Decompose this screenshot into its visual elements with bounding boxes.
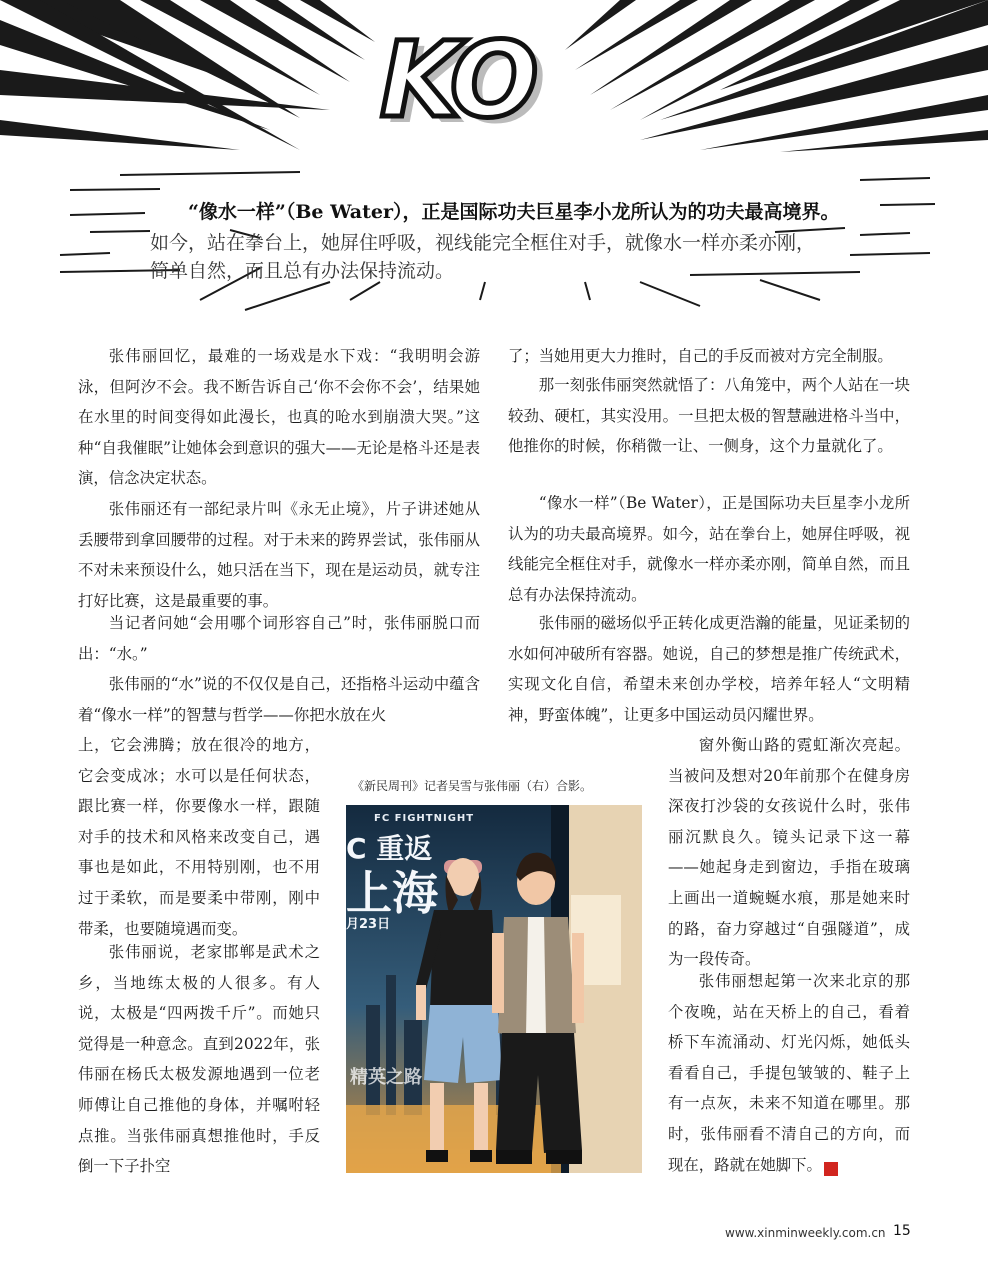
photo-caption: 《新民周刊》记者吴雪与张伟丽（右）合影。 — [352, 779, 593, 793]
left-paragraph-3: 当记者问她“会用哪个词形容自己”时，张伟丽脱口而出：“水。” — [78, 614, 480, 663]
lead-line-2: 如今，站在拳台上，她屏住呼吸，视线能完全框住对手，就像水一样亦柔亦刚， — [150, 232, 816, 254]
poster-heading-2: 上海 — [346, 866, 438, 920]
footer-url: www.xinminweekly.com.cn — [725, 1226, 886, 1240]
left-paragraph-4: 张伟丽的“水”说的不仅仅是自己，还指格斗运动中蕴含着“像水一样”的智慧与哲学——你把水放在火 — [78, 675, 480, 724]
right-paragraph-6 — [668, 966, 910, 1180]
right-paragraph-4: 张伟丽的磁场似乎正转化成更浩瀚的能量，见证柔韧的水如何冲破所有容器。她说，自己的梦想是推广传统武术，实现文化自信，希望未来创办学校，培养年轻人“文明精神，野蛮体魄”，让更多中国运动员闪耀世界。 — [508, 614, 910, 724]
left-paragraph-4-continued: 上，它会沸腾；放在很冷的地方，它会变成冰；水可以是任何状态，跟比赛一样，你要像水一样，跟随对手的技术和风格来改变自己，遇事也是如此，不用特别刚，也不用过于柔软，而是要柔中带刚，刚中带柔，也要随境遇而变。 — [78, 736, 320, 938]
end-mark-icon: 民 — [824, 1162, 838, 1176]
poster-heading-1: C 重返 — [346, 832, 433, 865]
left-paragraph-5: 张伟丽说，老家邯郸是武术之乡，当地练太极的人很多。有人说，太极是“四两拨千斤”。而她只觉得是一种意念。直到2022年，张伟丽在杨氏太极发源地遇到一位老师傅让自己推他的身体，并嘱咐轻点推。当张伟丽真想推他时，手反倒一下子扑空 — [78, 943, 320, 1176]
ko-title: KO — [380, 19, 535, 141]
group-photo — [346, 805, 642, 1173]
page-number: 15 — [893, 1223, 911, 1239]
left-paragraph-1: 张伟丽回忆，最难的一场戏是水下戏：“我明明会游泳，但阿汐不会。我不断告诉自己‘你不会你不会’，结果她在水里的时间变得如此漫长，也真的呛水到崩溃大哭。”这种“自我催眠”让她体会到意识的强大——无论是格斗还是表演，信念决定状态。 — [78, 347, 480, 488]
lead-line-3: 简单自然，而且总有办法保持流动。 — [150, 260, 455, 282]
right-paragraph-1: 了；当她用更大力推时，自己的手反而被对方完全制服。 — [508, 347, 893, 365]
right-paragraph-6-text: 张伟丽想起第一次来北京的那个夜晚，站在天桥上的自己，看着桥下车流涌动、灯光闪烁，她低头看看自己，手提包皱皱的、鞋子上有一点灰，未来不知道在哪里。那时，张伟丽看不清自己的方向，而现在，路就在她脚下。 — [668, 972, 910, 1174]
right-paragraph-2: 那一刻张伟丽突然就悟了：八角笼中，两个人站在一块较劲、硬杠，其实没用。一旦把太极的智慧融进格斗当中，他推你的时候，你稍微一让、一侧身，这个力量就化了。 — [508, 376, 910, 456]
poster-date: 月23日 — [346, 917, 391, 932]
poster-small-text: FC FIGHTNIGHT — [374, 813, 475, 824]
right-paragraph-3: “像水一样”（Be Water），正是国际功夫巨星李小龙所认为的功夫最高境界。如今，站在拳台上，她屏住呼吸，视线能完全框住对手，就像水一样亦柔亦刚，简单自然，而且总有办法保持流动。 — [508, 494, 910, 604]
left-paragraph-2: 张伟丽还有一部纪录片叫《永无止境》，片子讲述她从丢腰带到拿回腰带的过程。对于未来的跨界尝试，张伟丽从不对未来预设什么，她只活在当下，现在是运动员，就专注打好比赛，这是最重要的事。 — [78, 500, 480, 610]
lead-bold-line: “像水一样”（Be Water），正是国际功夫巨星李小龙所认为的功夫最高境界。 — [188, 201, 840, 223]
right-paragraph-5: 窗外衡山路的霓虹渐次亮起。当被问及想对20年前那个在健身房深夜打沙袋的女孩说什么时，张伟丽沉默良久。镜头记录下这一幕——她起身走到窗边，手指在玻璃上画出一道蜿蜒水痕，那是她来时的路，奋力穿越过“自强隧道”，成为一段传奇。 — [668, 736, 910, 969]
poster-bottom-text: 精英之路 — [350, 1067, 422, 1088]
